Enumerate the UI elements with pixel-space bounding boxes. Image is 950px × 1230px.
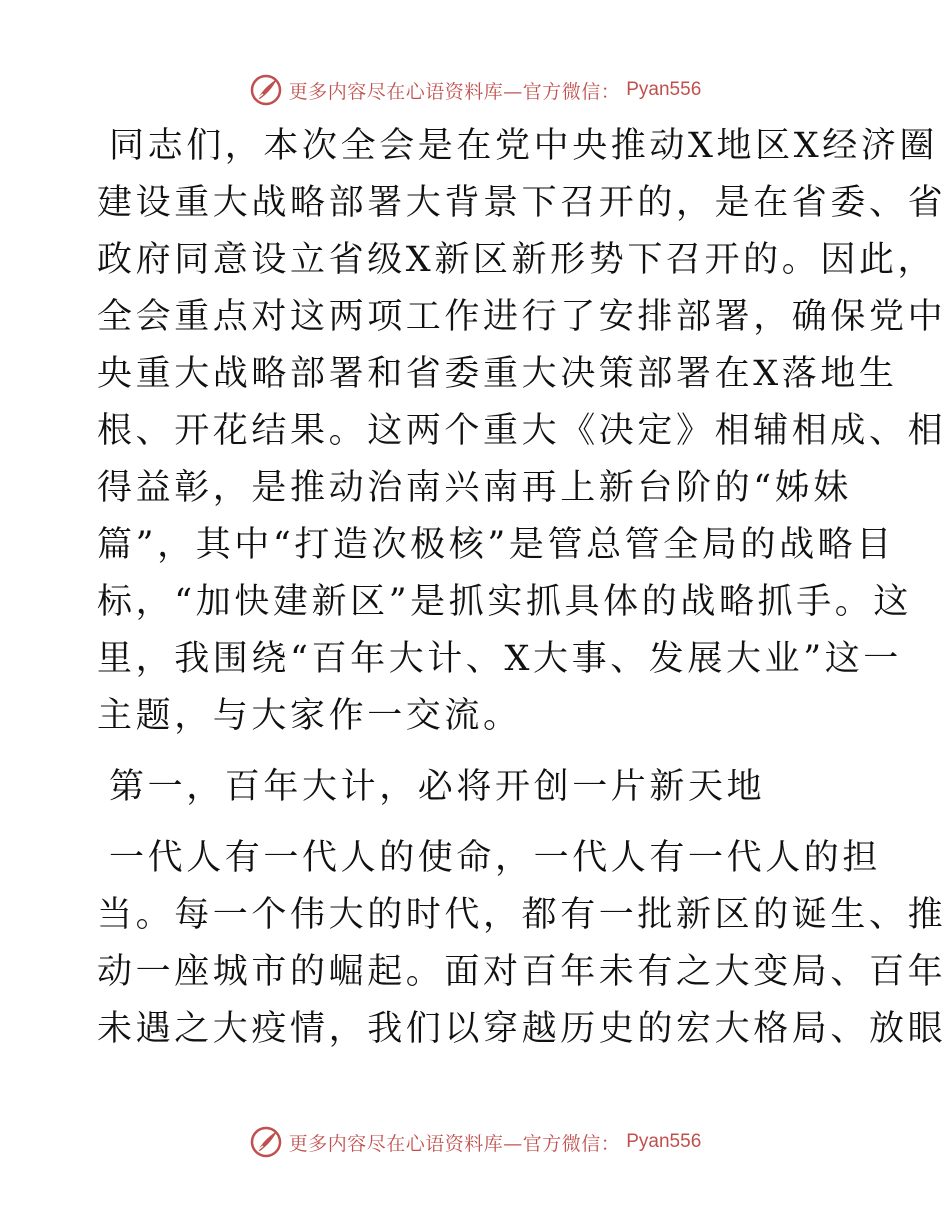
text-line: 根、开花结果。这两个重大《决定》相辅相成、相 (97, 411, 947, 451)
watermark-wechat-id: Pyan556 (626, 1131, 702, 1152)
text-line: 得益彰，是推动治南兴南再上新台阶的“姊妹 (97, 468, 852, 508)
quill-logo-icon (249, 73, 283, 107)
document-body (97, 118, 947, 1058)
watermark-text: 更多内容尽在心语资料库—官方微信： (288, 1132, 621, 1155)
quill-logo-icon (249, 1125, 283, 1159)
watermark-banner-bottom (0, 1122, 950, 1162)
watermark-wechat-id: Pyan556 (626, 79, 702, 100)
paragraph-intro (97, 118, 947, 745)
text-line: 未遇之大疫情，我们以穿越历史的宏大格局、放眼 (97, 1009, 947, 1049)
watermark-text: 更多内容尽在心语资料库—官方微信： (288, 80, 621, 103)
text-line: 里，我围绕“百年大计、X大事、发展大业”这一 (97, 639, 902, 679)
text-line: 建设重大战略部署大背景下召开的，是在省委、省 (97, 183, 947, 223)
section-heading (97, 759, 857, 816)
paragraph-section-one (97, 830, 947, 1058)
text-line: 全会重点对这两项工作进行了安排部署，确保党中 (97, 297, 947, 337)
text-line: 动一座城市的崛起。面对百年未有之大变局、百年 (97, 952, 947, 992)
text-line: 标，“加快建新区”是抓实抓具体的战略抓手。这 (97, 582, 912, 622)
text-line: 政府同意设立省级X新区新形势下召开的。因此， (97, 240, 937, 280)
heading-line: 第一，百年大计，必将开创一片新天地 (109, 767, 766, 807)
text-line: 同志们，本次全会是在党中央推动X地区X经济圈 (109, 126, 939, 166)
text-line: 一代人有一代人的使命，一代人有一代人的担 (109, 838, 882, 878)
text-line: 央重大战略部署和省委重大决策部署在X落地生 (97, 354, 898, 394)
text-line: 篇”，其中“打造次极核”是管总管全局的战略目 (97, 525, 895, 565)
text-line: 主题，与大家作一交流。 (97, 696, 522, 736)
watermark-banner-top (0, 70, 950, 110)
text-line: 当。每一个伟大的时代，都有一批新区的诞生、推 (97, 895, 947, 935)
